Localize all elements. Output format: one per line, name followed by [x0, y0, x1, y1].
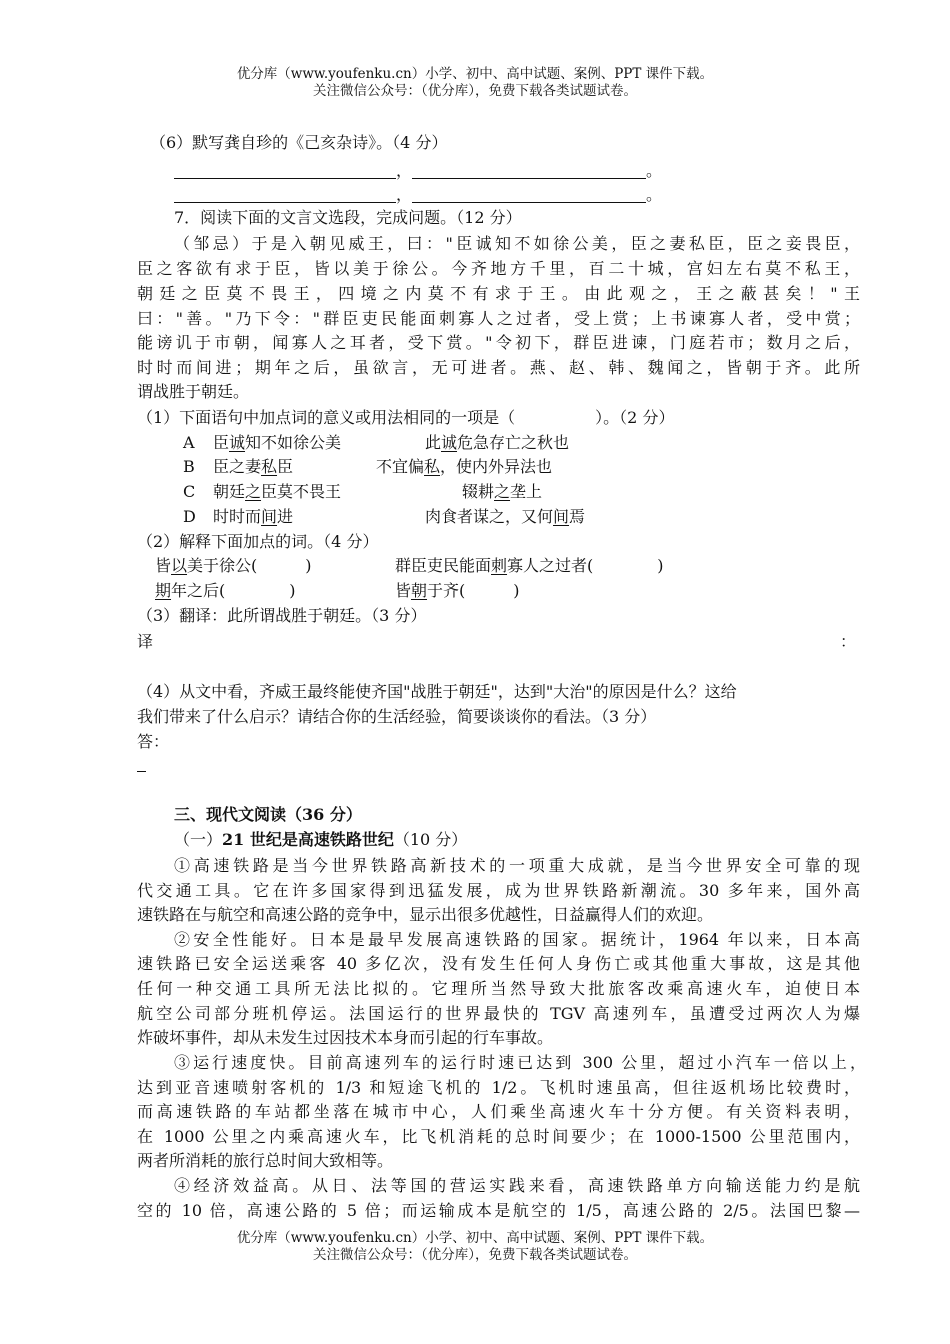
article-line: ②安全性能好。日本是最早发展高速铁路的国家。据统计，1964 年以来，日本高 — [174, 930, 860, 949]
article-heading: （一）21 世纪是高速铁路世纪（10 分） — [174, 830, 468, 849]
section3-title: 三、现代文阅读（36 分） — [174, 805, 362, 824]
word-item-4: 皆朝于齐( ) — [395, 581, 520, 600]
option-b-phrase-2: 不宜偏私，使内外异法也 — [376, 457, 553, 476]
article-line: 速铁路在与航空和高速公路的竞争中，显示出很多优越性，日益赢得人们的欢迎。 — [137, 905, 714, 924]
option-b-phrase-1: 臣之妻私臣 — [213, 457, 294, 476]
option-a-phrase-1: 臣诚知不如徐公美 — [213, 433, 342, 452]
q6-answer-line-1: ， 。 — [174, 160, 662, 182]
passage-line: 臣之客欲有求于臣，皆以美于徐公。今齐地方千里，百二十城，宫妇左右莫不私王， — [137, 259, 860, 278]
page-header-line2: 关注微信公众号：（优分库），免费下载各类试题试卷。 — [313, 83, 637, 99]
q7-title: 7．阅读下面的文言文选段，完成问题。（12 分） — [174, 208, 522, 227]
q7-sub2-title: （2）解释下面加点的词。（4 分） — [137, 532, 379, 551]
article-line: ④经济效益高。从日、法等国的营运实践来看，高速铁路单方向输送能力约是航 — [174, 1176, 860, 1195]
article-line: ③运行速度快。目前高速列车的运行时速已达到 300 公里，超过小汽车一倍以上， — [174, 1053, 866, 1072]
option-d-phrase-1: 时时而间进 — [213, 507, 294, 526]
q6-answer-line-2: ， 。 — [174, 184, 662, 206]
answer-blank[interactable] — [174, 187, 396, 203]
passage-line: 时时而间进；期年之后，虽欲言，无可进者。燕、赵、韩、魏闻之，皆朝于齐。此所 — [137, 358, 860, 377]
option-d-letter[interactable]: D — [183, 507, 196, 526]
option-a-letter[interactable]: A — [183, 433, 195, 452]
passage-line: 能谤讥于市朝，闻寡人之耳者，受下赏。"令初下，群臣进谏，门庭若市；数月之后， — [137, 333, 860, 352]
option-c-letter[interactable]: C — [183, 482, 196, 501]
passage-line: （邹忌）于是入朝见威王，曰："臣诚知不如徐公美，臣之妻私臣，臣之妾畏臣， — [174, 234, 860, 253]
q7-sub1-title: （1）下面语句中加点词的意义或用法相同的一项是（ ）。（2 分） — [137, 408, 675, 427]
option-c-phrase-1: 朝廷之臣莫不畏王 — [213, 482, 342, 501]
page-footer-line2: 关注微信公众号：（优分库），免费下载各类试题试卷。 — [313, 1247, 637, 1263]
translate-colon: ： — [840, 632, 857, 651]
article-line: 在 1000 公里之内乘高速火车，比飞机消耗的总时间要少；在 1000-1500 公里范围内， — [137, 1127, 860, 1146]
article-line: ①高速铁路是当今世界铁路高新技术的一项重大成就，是当今世界安全可靠的现 — [174, 856, 860, 875]
article-line: 达到亚音速喷射客机的 1/3 和短途飞机的 1/2。飞机时速虽高，但往返机场比较费时， — [137, 1078, 860, 1097]
option-d-phrase-2: 肉食者谋之，又何间焉 — [425, 507, 586, 526]
word-item-1: 皆以美于徐公( ) — [155, 556, 312, 575]
article-line: 代交通工具。它在许多国家得到迅猛发展，成为世界铁路新潮流。30 多年来，国外高 — [137, 881, 860, 900]
answer-blank[interactable] — [412, 187, 646, 203]
q7-sub3-title: （3）翻译：此所谓战胜于朝廷。（3 分） — [137, 606, 427, 625]
q7-sub4-line2: 我们带来了什么启示？请结合你的生活经验，简要谈谈你的看法。（3 分） — [137, 707, 657, 726]
answer-blank[interactable] — [174, 163, 396, 179]
option-b-letter[interactable]: B — [183, 457, 195, 476]
word-item-2: 群臣吏民能面刺寡人之过者( ) — [395, 556, 664, 575]
article-line: 两者所消耗的旅行总时间大致相等。 — [137, 1151, 394, 1170]
article-line: 速铁路已安全运送乘客 40 多亿次，没有发生任何人身伤亡或其他重大事故，这是其他 — [137, 954, 860, 973]
translate-label: 译 — [137, 632, 154, 651]
page-header-line1: 优分库（www.youfenku.cn）小学、初中、高中试题、案例、PPT 课件下载。 — [236, 66, 714, 82]
passage-line: 谓战胜于朝廷。 — [137, 382, 250, 401]
answer-blank[interactable] — [412, 163, 646, 179]
option-c-phrase-2: 辍耕之垄上 — [462, 482, 543, 501]
q6-title: （6）默写龚自珍的《己亥杂诗》。（4 分） — [150, 133, 448, 152]
passage-line: 朝廷之臣莫不畏王，四境之内莫不有求于王。由此观之，王之蔽甚矣！"王 — [137, 284, 860, 303]
article-line: 空的 10 倍，高速公路的 5 倍；而运输成本是航空的 1/5，高速公路的 2/5。法国巴黎— — [137, 1201, 860, 1220]
answer-label: 答： — [137, 732, 170, 751]
q7-sub4-line1: （4）从文中看，齐威王最终能使齐国"战胜于朝廷"，达到"大治"的原因是什么？这给 — [137, 682, 737, 701]
answer-line-stub — [137, 771, 146, 772]
option-a-phrase-2: 此诚危急存亡之秋也 — [425, 433, 570, 452]
article-line: 航空公司部分班机停运。法国运行的世界最快的 TGV 高速列车，虽遭受过两次人为爆 — [137, 1004, 860, 1023]
passage-line: 曰："善。"乃下令："群臣吏民能面刺寡人之过者，受上赏；上书谏寡人者，受中赏； — [137, 309, 860, 328]
article-line: 炸破坏事件，却从未发生过因技术本身而引起的行车事故。 — [137, 1028, 554, 1047]
page-footer-line1: 优分库（www.youfenku.cn）小学、初中、高中试题、案例、PPT 课件下载。 — [236, 1230, 714, 1246]
article-line: 任何一种交通工具所无法比拟的。它理所当然导致大批旅客改乘高速火车，迫使日本 — [137, 979, 860, 998]
article-line: 而高速铁路的车站都坐落在城市中心，人们乘坐高速火车十分方便。有关资料表明， — [137, 1102, 860, 1121]
word-item-3: 期年之后( ) — [155, 581, 296, 600]
